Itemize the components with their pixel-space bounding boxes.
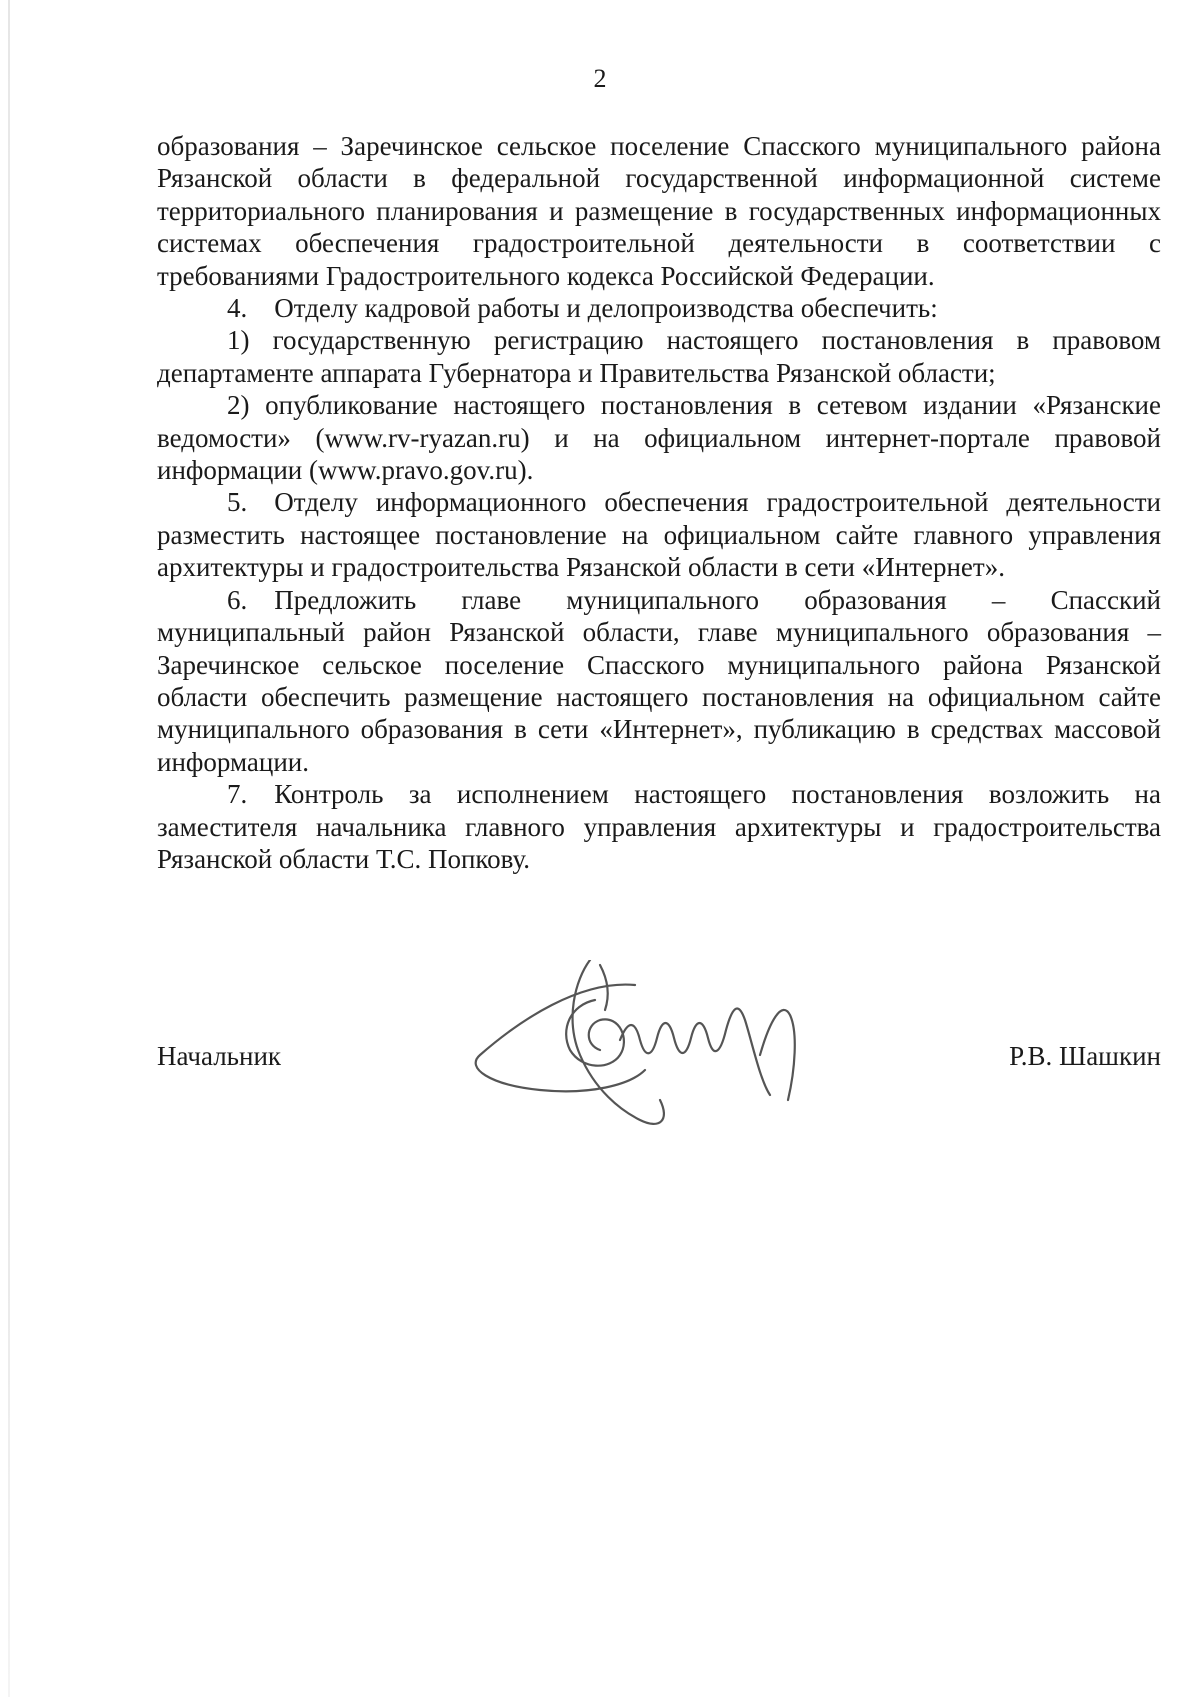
signatory-name: Р.В. Шашкин [1009,1041,1161,1071]
paragraph-item-7: 7. Контроль за исполнением настоящего постановления возложить на заместителя начальника главного управления архитектуры и градостроительства Рязанской области Т.С. Попкову. [157,779,1161,874]
paragraph-subitem-1: 1) государственную регистрацию настоящего постановления в правовом департаменте аппарата Губернатора и Правительства Рязанской области; [157,325,1161,388]
signatory-position: Начальник [157,1041,282,1071]
signature-block [157,1040,1161,1080]
scan-edge-line [8,0,10,1697]
paragraph-item-4: 4. Отделу кадровой работы и делопроизводства обеспечить: [227,293,938,324]
page-number: 2 [593,64,607,93]
paragraph-subitem-2: 2) опубликование настоящего постановления в сетевом издании «Рязанские ведомости» (www.rv-ryazan.ru) и на официальном интернет-портале правовой информации (www.pravo.gov.ru). [157,390,1161,486]
paragraph-item-6: 6. Предложить главе муниципального образования – Спасский муниципальный район Рязанской области, главе муниципального образования – Заречинское сельское поселение Спасского муниципального района Рязанской области обеспечить размещение настоящего постановления на официальном сайте муниципального образования в сети «Интернет», публикацию в средствах массовой информации. [157,584,1161,777]
paragraph-continuation: образования – Заречинское сельское поселение Спасского муниципального района Рязанской области в федеральной государственной информационной системе территориального планирования и размещение в государственных информационных системах обеспечения градостроительной деятельности в соответствии с требованиями Градостроительного кодекса Российской Федерации. [157,131,1161,291]
document-body [157,130,1161,875]
paragraph-item-5: 5. Отделу информационного обеспечения градостроительной деятельности разместить настоящее постановление на официальном сайте главного управления архитектуры и градостроительства Рязанской области в сети «Интернет». [157,487,1161,583]
